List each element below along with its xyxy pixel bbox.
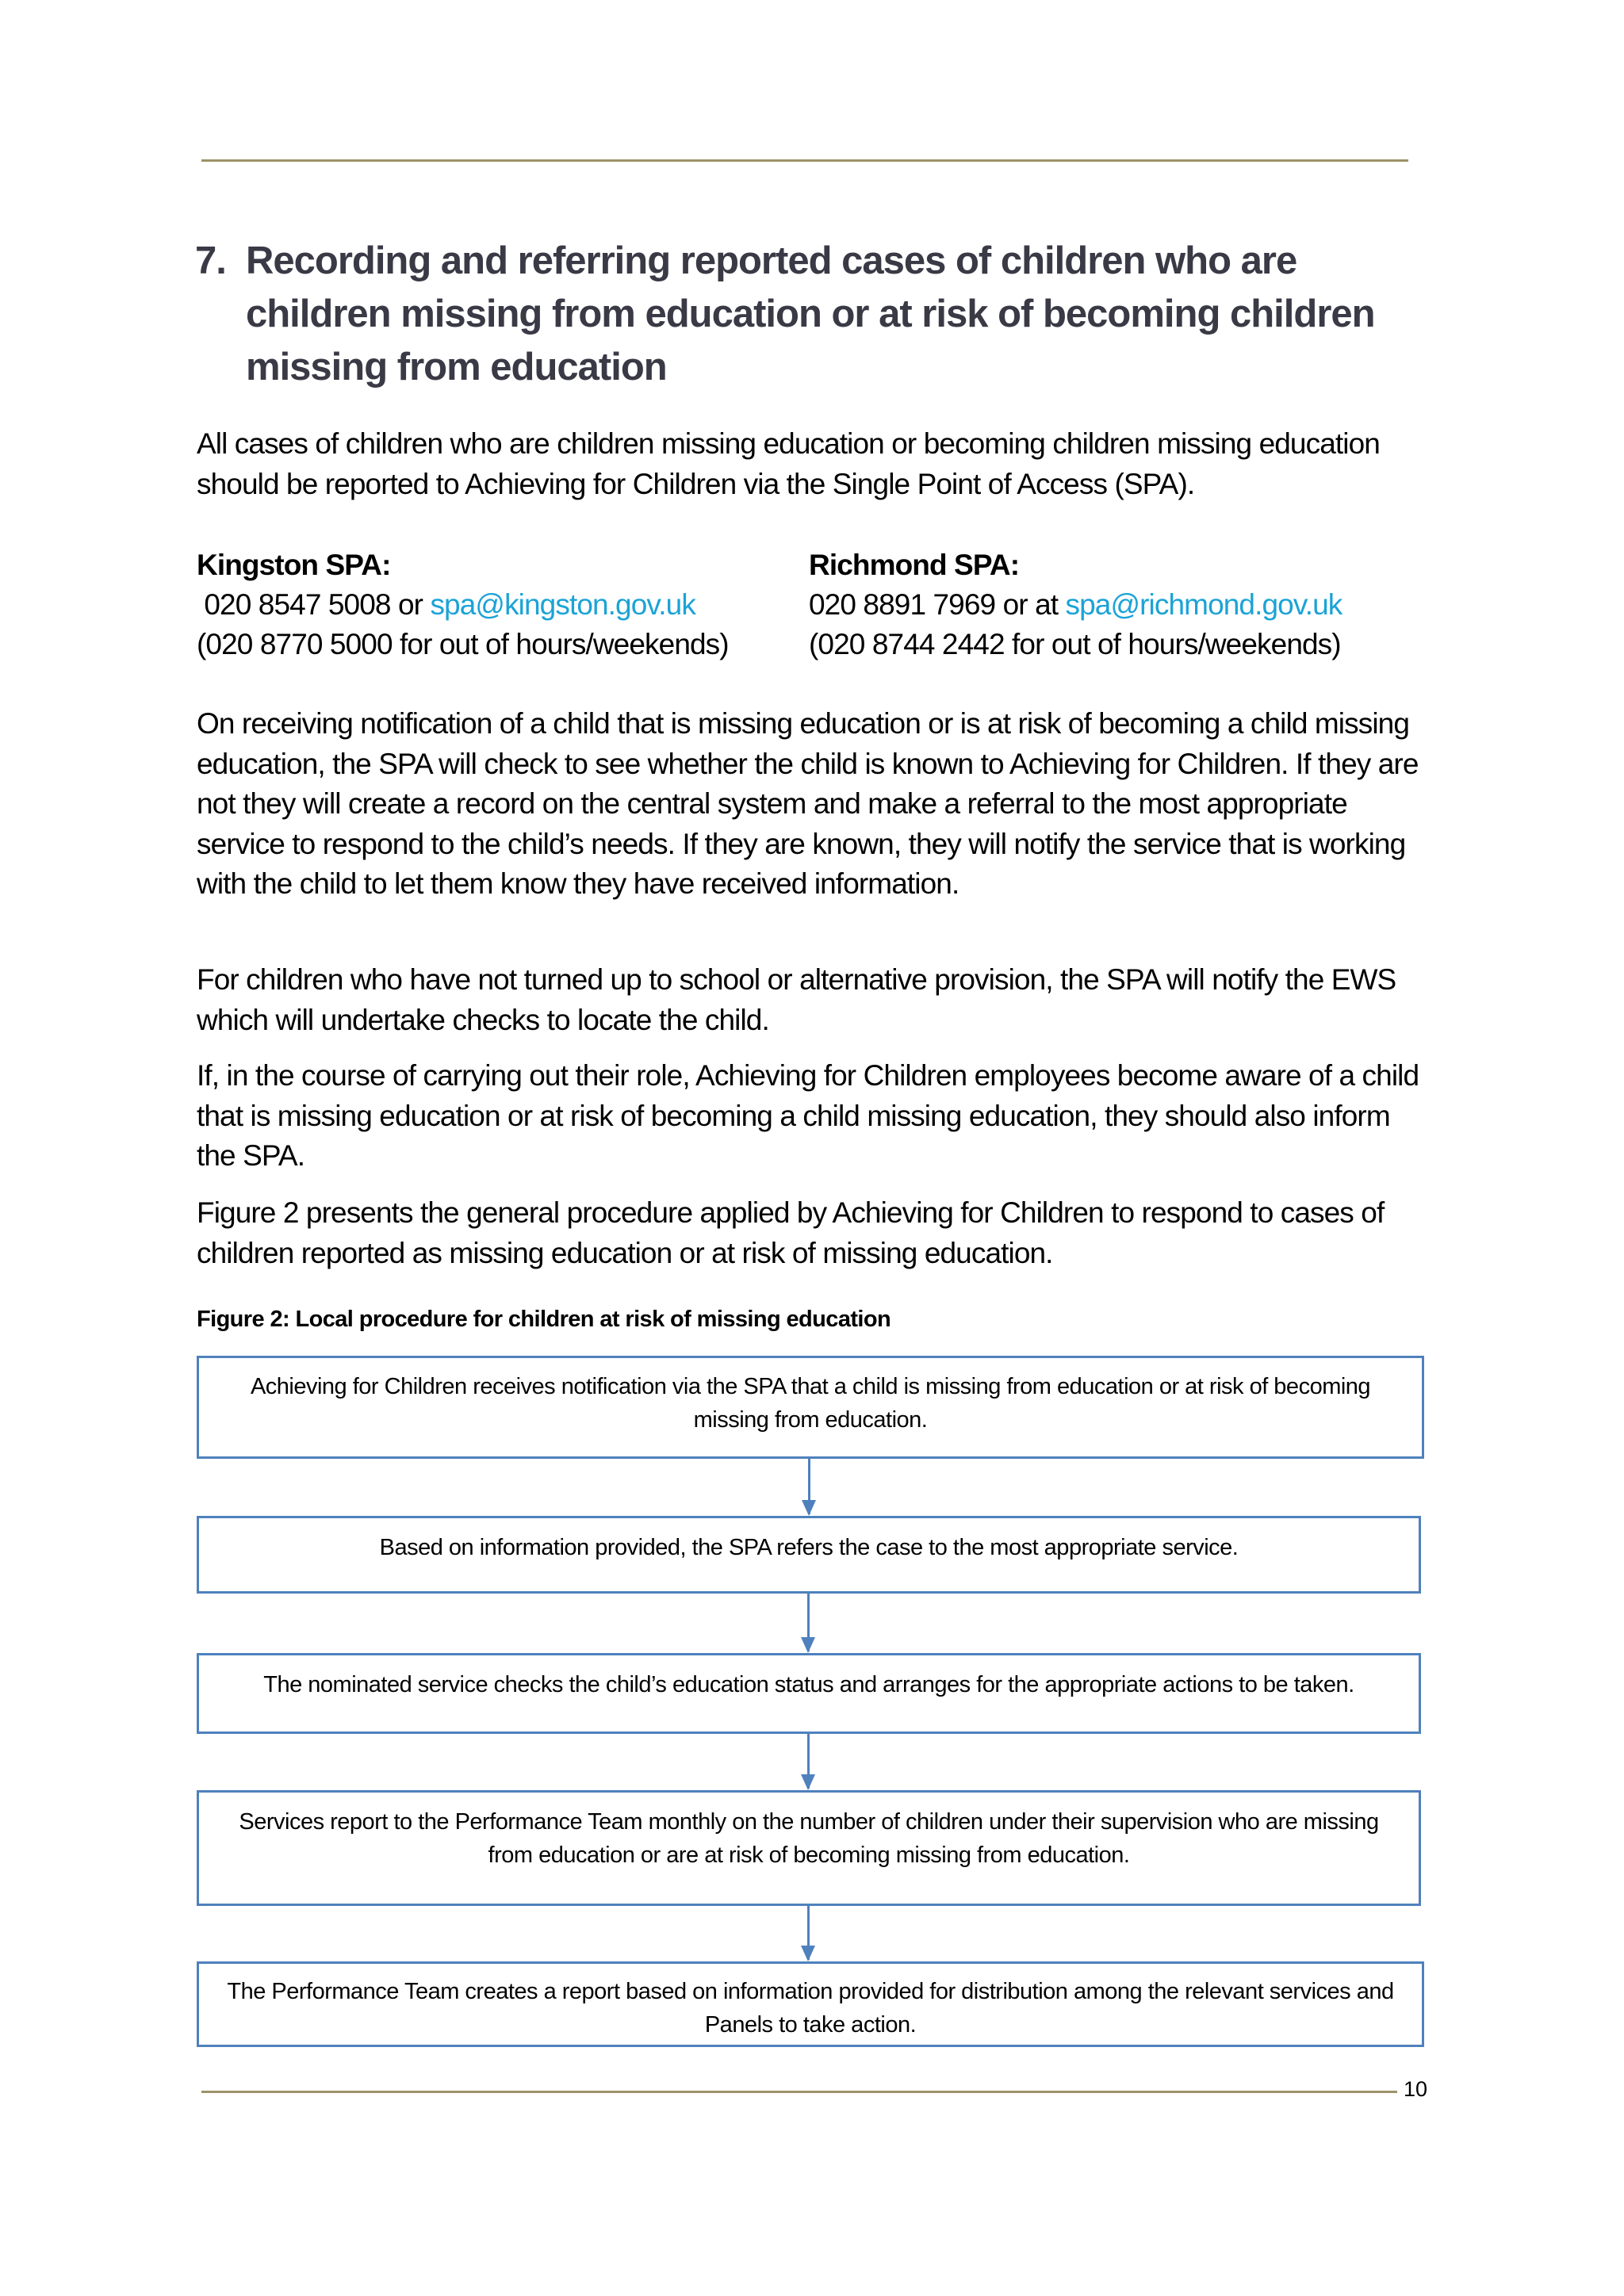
section-heading: [195, 235, 1432, 394]
section-title: Recording and referring reported cases of children who are children missing from education or at risk of becoming children missing from education: [246, 239, 1375, 388]
arrow-down-icon: [807, 1906, 810, 1960]
flow-step-3: The nominated service checks the child’s education status and arranges for the appropriate actions to be taken.: [197, 1653, 1421, 1734]
flow-step-5: The Performance Team creates a report based on information provided for distribution among the relevant services and Panels to take action.: [197, 1961, 1424, 2047]
richmond-spa-contact: [809, 545, 1435, 664]
arrow-down-icon: [807, 1734, 810, 1789]
kingston-spa-email-link[interactable]: spa@kingston.gov.uk: [430, 588, 695, 621]
richmond-spa-out-of-hours: (020 8744 2442 for out of hours/weekends): [809, 628, 1341, 660]
header-rule: [201, 159, 1408, 162]
arrow-down-icon: [807, 1594, 810, 1651]
kingston-spa-phone-line: [197, 585, 799, 625]
section-number: 7.: [195, 239, 226, 282]
kingston-spa-out-of-hours: (020 8770 5000 for out of hours/weekends): [197, 628, 729, 660]
flow-step-1: Achieving for Children receives notification via the SPA that a child is missing from education or at risk of becoming missing from education.: [197, 1356, 1424, 1459]
richmond-spa-phone-line: [809, 585, 1435, 625]
figure-intro-paragraph: Figure 2 presents the general procedure applied by Achieving for Children to respond to cases of children reported as missing education or at risk of missing education.: [197, 1196, 1385, 1269]
kingston-spa-title: Kingston SPA:: [197, 549, 391, 581]
employees-paragraph: If, in the course of carrying out their role, Achieving for Children employees become aware of a child that is missing education or at risk of becoming a child missing education, they should also inform the SPA.: [197, 1059, 1419, 1172]
kingston-spa-phone: 020 8547 5008 or: [197, 588, 431, 621]
arrow-down-icon: [808, 1459, 810, 1514]
kingston-spa-contact: [197, 545, 799, 664]
flow-step-2: Based on information provided, the SPA refers the case to the most appropriate service.: [197, 1516, 1421, 1594]
richmond-spa-phone: 020 8891 7969 or at: [809, 588, 1066, 621]
richmond-spa-email-link[interactable]: spa@richmond.gov.uk: [1065, 588, 1342, 621]
page-number: 10: [1404, 2077, 1428, 2101]
flow-step-4: Services report to the Performance Team monthly on the number of children under their supervision who are missing from education or are at risk of becoming missing from education.: [197, 1790, 1421, 1906]
footer-rule: [201, 2091, 1397, 2093]
notification-paragraph: On receiving notification of a child that is missing education or is at risk of becoming a child missing education, the SPA will check to see whether the child is known to Achieving for Children. If they are not they will create a record on the central system and make a referral to the most appropriate service to respond to the child’s needs. If they are known, they will notify the service that is working with the child to let them know they have received information.: [197, 707, 1419, 900]
richmond-spa-title: Richmond SPA:: [809, 549, 1020, 581]
figure-caption: Figure 2: Local procedure for children at risk of missing education: [197, 1307, 891, 1332]
not-turned-up-paragraph: For children who have not turned up to school or alternative provision, the SPA will notify the EWS which will undertake checks to locate the child.: [197, 963, 1396, 1036]
intro-paragraph: All cases of children who are children missing education or becoming children missing education should be reported to Achieving for Children via the Single Point of Access (SPA).: [197, 427, 1380, 500]
